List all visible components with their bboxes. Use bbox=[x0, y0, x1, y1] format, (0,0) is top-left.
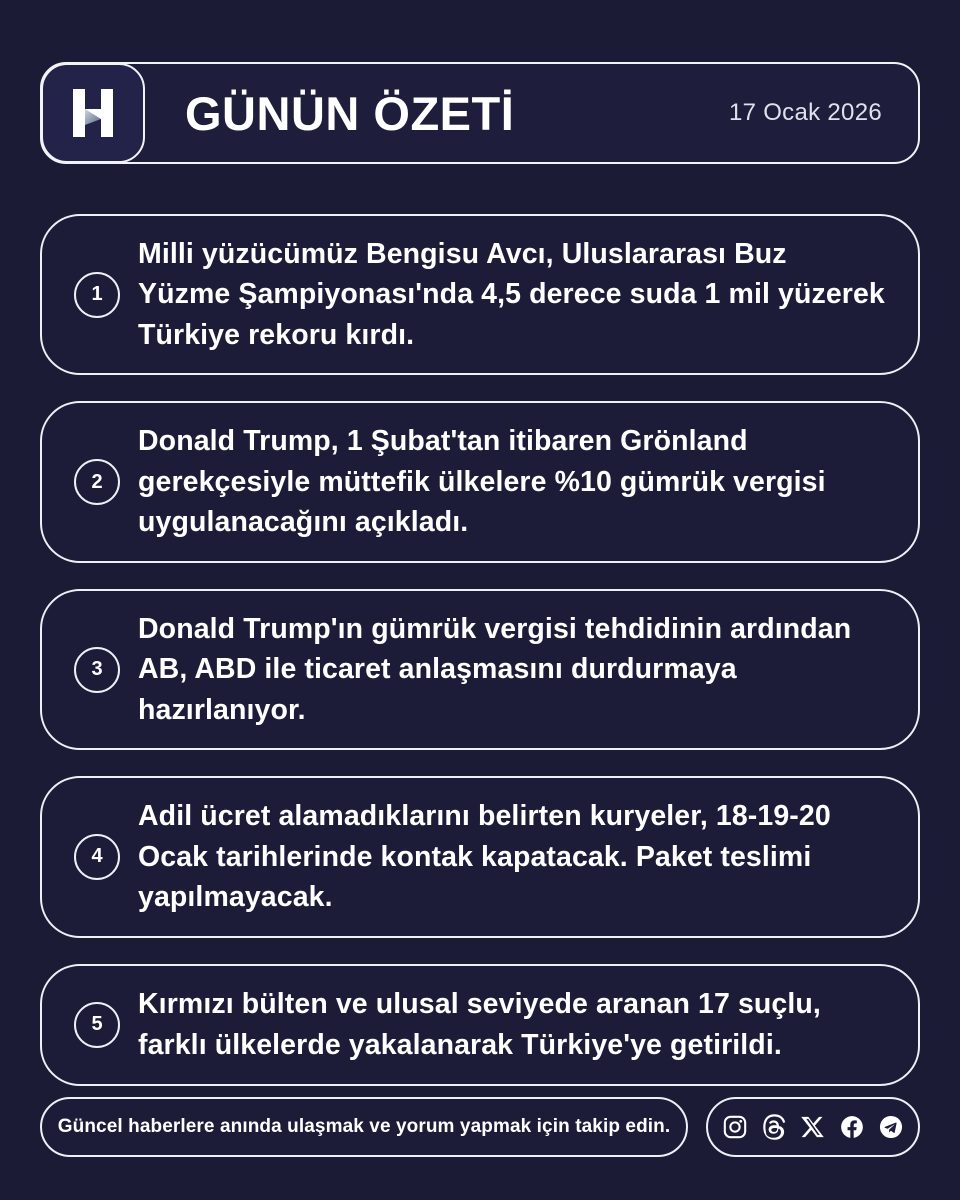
item-text: Kırmızı bülten ve ulusal seviyede aranan 17 suçlu, farklı ülkelerde yakalanarak Türkiye'ye getirildi. bbox=[138, 988, 821, 1061]
header-date: 17 Ocak 2026 bbox=[728, 99, 882, 126]
social-links bbox=[706, 1097, 920, 1157]
item-number-badge: 4 bbox=[74, 834, 120, 880]
header-bar bbox=[40, 62, 920, 164]
item-text: Donald Trump'ın gümrük vergisi tehdidinin ardından AB, ABD ile ticaret anlaşmasını durdurmaya hazırlanıyor. bbox=[138, 612, 852, 726]
item-text: Milli yüzücümüz Bengisu Avcı, Uluslararası Buz Yüzme Şampiyonası'nda 4,5 derece suda 1 mil yüzerek Türkiye rekoru kırdı. bbox=[138, 238, 885, 351]
item-text: Adil ücret alamadıklarını belirten kuryeler, 18-19-20 Ocak tarihlerinde kontak kapatacak. Paket teslimi yapılmayacak. bbox=[138, 800, 831, 914]
list-item bbox=[40, 964, 920, 1086]
telegram-icon[interactable] bbox=[878, 1114, 904, 1140]
item-number-badge: 5 bbox=[74, 1002, 120, 1048]
list-item bbox=[40, 776, 920, 937]
summary-list bbox=[40, 214, 920, 1112]
logo-container bbox=[41, 63, 145, 163]
instagram-icon[interactable] bbox=[722, 1114, 748, 1140]
footer-bar bbox=[40, 1097, 920, 1157]
x-icon[interactable] bbox=[800, 1114, 826, 1140]
list-item bbox=[40, 401, 920, 562]
h-logo-icon bbox=[65, 85, 121, 141]
item-number-badge: 3 bbox=[74, 647, 120, 693]
item-number-badge: 1 bbox=[74, 272, 120, 318]
item-number-badge: 2 bbox=[74, 459, 120, 505]
page-title: GÜNÜN ÖZETİ bbox=[185, 86, 515, 140]
item-text: Donald Trump, 1 Şubat'tan itibaren Grönland gerekçesiyle müttefik ülkelere %10 gümrük vergisi uygulanacağını açıkladı. bbox=[138, 425, 826, 539]
threads-icon[interactable] bbox=[761, 1114, 787, 1140]
list-item bbox=[40, 589, 920, 750]
list-item bbox=[40, 214, 920, 375]
facebook-icon[interactable] bbox=[839, 1114, 865, 1140]
follow-us-note: Güncel haberlere anında ulaşmak ve yorum yapmak için takip edin. bbox=[40, 1097, 688, 1157]
